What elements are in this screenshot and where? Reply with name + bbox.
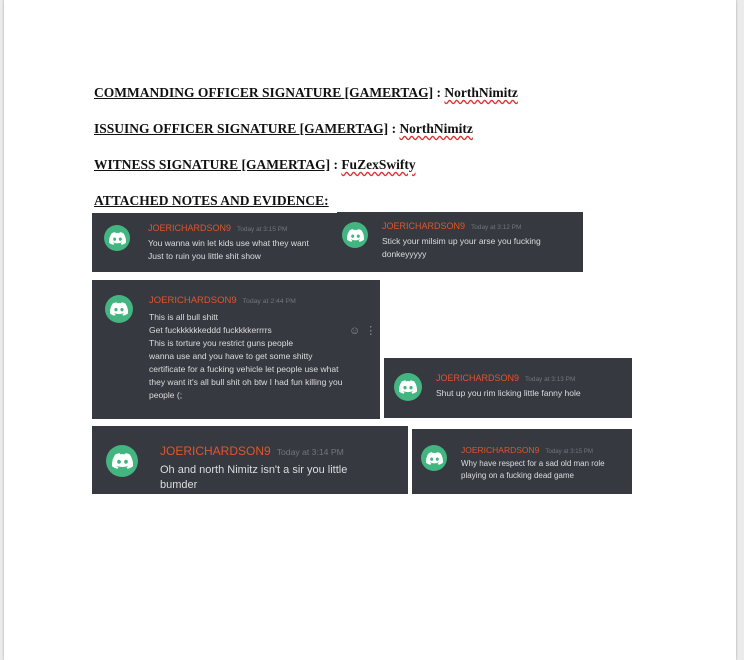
signature-value: NorthNimitz — [399, 121, 473, 136]
message-timestamp: Today at 3:15 PM — [545, 448, 593, 455]
notes-heading: ATTACHED NOTES AND EVIDENCE: — [94, 193, 329, 208]
witness-signature: WITNESS SIGNATURE [GAMERTAG] : FuZexSwifty — [94, 157, 416, 172]
emoji-reaction-icon[interactable]: ☺ — [349, 325, 361, 337]
message-text: Stick your milsim up your arse you fucking donkeyyyyy — [382, 236, 541, 259]
discord-message-screenshot — [92, 280, 380, 419]
signature-value: FuZexSwifty — [341, 157, 416, 172]
message-timestamp: Today at 3:15 PM — [237, 226, 288, 233]
signature-label: ISSUING OFFICER SIGNATURE [GAMERTAG] — [94, 121, 389, 136]
signature-value: NorthNimitz — [444, 85, 518, 100]
document-page — [4, 0, 736, 660]
message-timestamp: Today at 3:13 PM — [525, 376, 576, 383]
message-username: JOERICHARDSON9 Today at 3:12 PM — [382, 221, 522, 231]
message-username: JOERICHARDSON9 Today at 2:44 PM — [149, 295, 296, 306]
discord-logo-icon — [106, 445, 138, 477]
message-username: JOERICHARDSON9 Today at 3:13 PM — [436, 373, 576, 383]
issuing-officer-signature: ISSUING OFFICER SIGNATURE [GAMERTAG] : NorthNimitz — [94, 121, 473, 136]
commanding-officer-signature: COMMANDING OFFICER SIGNATURE [GAMERTAG] : NorthNimitz — [94, 85, 518, 100]
message-text: This is all bull shitt Get fuckkkkkkeddd fuckkkkerrrrs This is torture you restrict guns people wanna use and you have to get some shitty certificate for a fucking vehicle let people use what they want it's all bull shit oh btw I had fun killing you people (; — [149, 312, 343, 400]
discord-message-screenshot — [92, 213, 338, 272]
message-text: Oh and north Nimitz isn't a sir you little bumder — [160, 464, 348, 491]
message-text: Why have respect for a sad old man role playing on a fucking dead game — [461, 459, 605, 480]
discord-logo-icon — [104, 225, 130, 251]
more-options-icon[interactable]: ⋮ — [365, 325, 377, 337]
discord-logo-icon — [421, 445, 447, 471]
discord-logo-icon — [105, 295, 133, 323]
message-text: You wanna win let kids use what they want Just to ruin you little shit show — [148, 238, 309, 261]
message-username: JOERICHARDSON9 Today at 3:15 PM — [461, 445, 593, 455]
message-timestamp: Today at 3:12 PM — [471, 224, 522, 231]
discord-logo-icon — [394, 373, 422, 401]
signature-label: COMMANDING OFFICER SIGNATURE [GAMERTAG] — [94, 85, 434, 100]
message-timestamp: Today at 3:14 PM — [276, 447, 344, 457]
discord-message-screenshot — [337, 212, 583, 272]
message-username: JOERICHARDSON9 Today at 3:14 PM — [160, 444, 344, 458]
message-username: JOERICHARDSON9 Today at 3:15 PM — [148, 223, 288, 233]
discord-logo-icon — [342, 222, 368, 248]
signature-label: WITNESS SIGNATURE [GAMERTAG] — [94, 157, 331, 172]
discord-message-screenshot — [412, 429, 632, 494]
message-timestamp: Today at 2:44 PM — [242, 298, 296, 305]
message-text: Shut up you rim licking little fanny hole — [436, 388, 581, 398]
discord-message-screenshot — [92, 426, 408, 494]
discord-message-screenshot — [384, 358, 632, 418]
